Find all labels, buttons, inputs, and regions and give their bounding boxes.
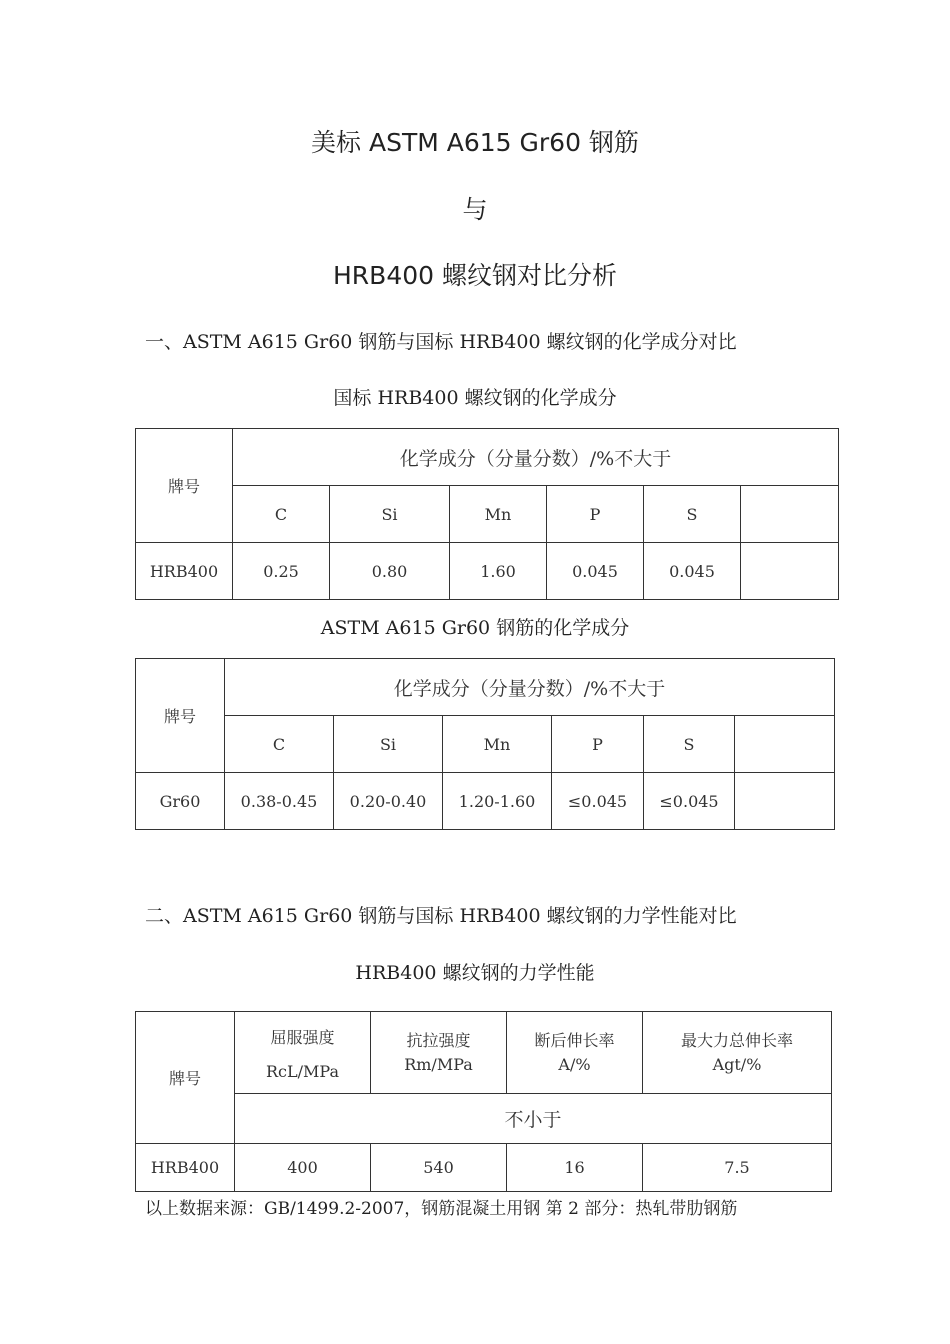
value-s: 0.045: [644, 543, 741, 600]
table-row: [136, 1144, 832, 1192]
value-s: ≤0.045: [644, 773, 735, 830]
value-c: 0.25: [233, 543, 330, 600]
col-name: 最大力总伸长率: [680, 1030, 793, 1050]
col-name: 断后伸长率: [534, 1030, 615, 1050]
hrb400-mechanical-table: [135, 1011, 832, 1192]
col-header-s: S: [644, 716, 735, 773]
col-name: 抗拉强度: [406, 1030, 471, 1050]
grade-header: 牌号: [136, 1012, 235, 1144]
col-header-c: C: [225, 716, 334, 773]
value-si: 0.20-0.40: [334, 773, 443, 830]
col-header-elongation: [507, 1012, 643, 1094]
tableC-caption: HRB400 螺纹钢的力学性能: [355, 962, 595, 984]
col-header-yield: [235, 1012, 371, 1094]
col-unit: Agt/%: [712, 1054, 762, 1074]
value-total-elongation: 7.5: [643, 1144, 832, 1192]
col-header-mn: Mn: [450, 486, 547, 543]
table-row: [136, 543, 839, 600]
value-si: 0.80: [330, 543, 450, 600]
col-header-p: P: [552, 716, 644, 773]
col-unit: RcL/MPa: [266, 1061, 339, 1081]
col-header-total-elongation: [643, 1012, 832, 1094]
value-yield: 400: [235, 1144, 371, 1192]
empty-cell: [735, 773, 835, 830]
value-mn: 1.20-1.60: [443, 773, 552, 830]
chem-group-header: 化学成分（分量分数）/%不大于: [233, 429, 839, 486]
tableB-caption: ASTM A615 Gr60 钢筋的化学成分: [320, 617, 630, 639]
value-mn: 1.60: [450, 543, 547, 600]
doc-title-line1: 美标 ASTM A615 Gr60 钢筋: [311, 128, 639, 157]
grade-cell: HRB400: [136, 543, 233, 600]
empty-cell: [741, 543, 839, 600]
chem-group-header: 化学成分（分量分数）/%不大于: [225, 659, 835, 716]
value-p: ≤0.045: [552, 773, 644, 830]
col-header-p: P: [547, 486, 644, 543]
col-header-tensile: [371, 1012, 507, 1094]
col-unit: A/%: [558, 1054, 591, 1074]
doc-title-line2: 与: [462, 195, 488, 224]
grade-cell: HRB400: [136, 1144, 235, 1192]
col-header-si: Si: [330, 486, 450, 543]
col-unit: Rm/MPa: [404, 1054, 473, 1074]
col-header-si: Si: [334, 716, 443, 773]
hrb400-chemistry-table: [135, 428, 839, 600]
empty-cell: [741, 486, 839, 543]
grade-header: 牌号: [136, 659, 225, 773]
doc-title-line3: HRB400 螺纹钢对比分析: [333, 261, 617, 290]
empty-cell: [735, 716, 835, 773]
gr60-chemistry-table: [135, 658, 835, 830]
tableA-caption: 国标 HRB400 螺纹钢的化学成分: [333, 387, 617, 409]
table-row: [136, 773, 835, 830]
value-elongation: 16: [507, 1144, 643, 1192]
col-header-mn: Mn: [443, 716, 552, 773]
grade-header: 牌号: [136, 429, 233, 543]
col-header-s: S: [644, 486, 741, 543]
source-note: 以上数据来源：GB/1499.2-2007，钢筋混凝土用钢 第 2 部分：热轧带肋钢筋: [145, 1199, 738, 1219]
section2-heading: 二、ASTM A615 Gr60 钢筋与国标 HRB400 螺纹钢的力学性能对比: [145, 905, 737, 927]
col-name: 屈服强度: [270, 1027, 335, 1047]
value-tensile: 540: [371, 1144, 507, 1192]
col-header-c: C: [233, 486, 330, 543]
section1-heading: 一、ASTM A615 Gr60 钢筋与国标 HRB400 螺纹钢的化学成分对比: [145, 331, 737, 353]
value-p: 0.045: [547, 543, 644, 600]
value-c: 0.38-0.45: [225, 773, 334, 830]
grade-cell: Gr60: [136, 773, 225, 830]
qualifier-cell: 不小于: [235, 1094, 832, 1144]
